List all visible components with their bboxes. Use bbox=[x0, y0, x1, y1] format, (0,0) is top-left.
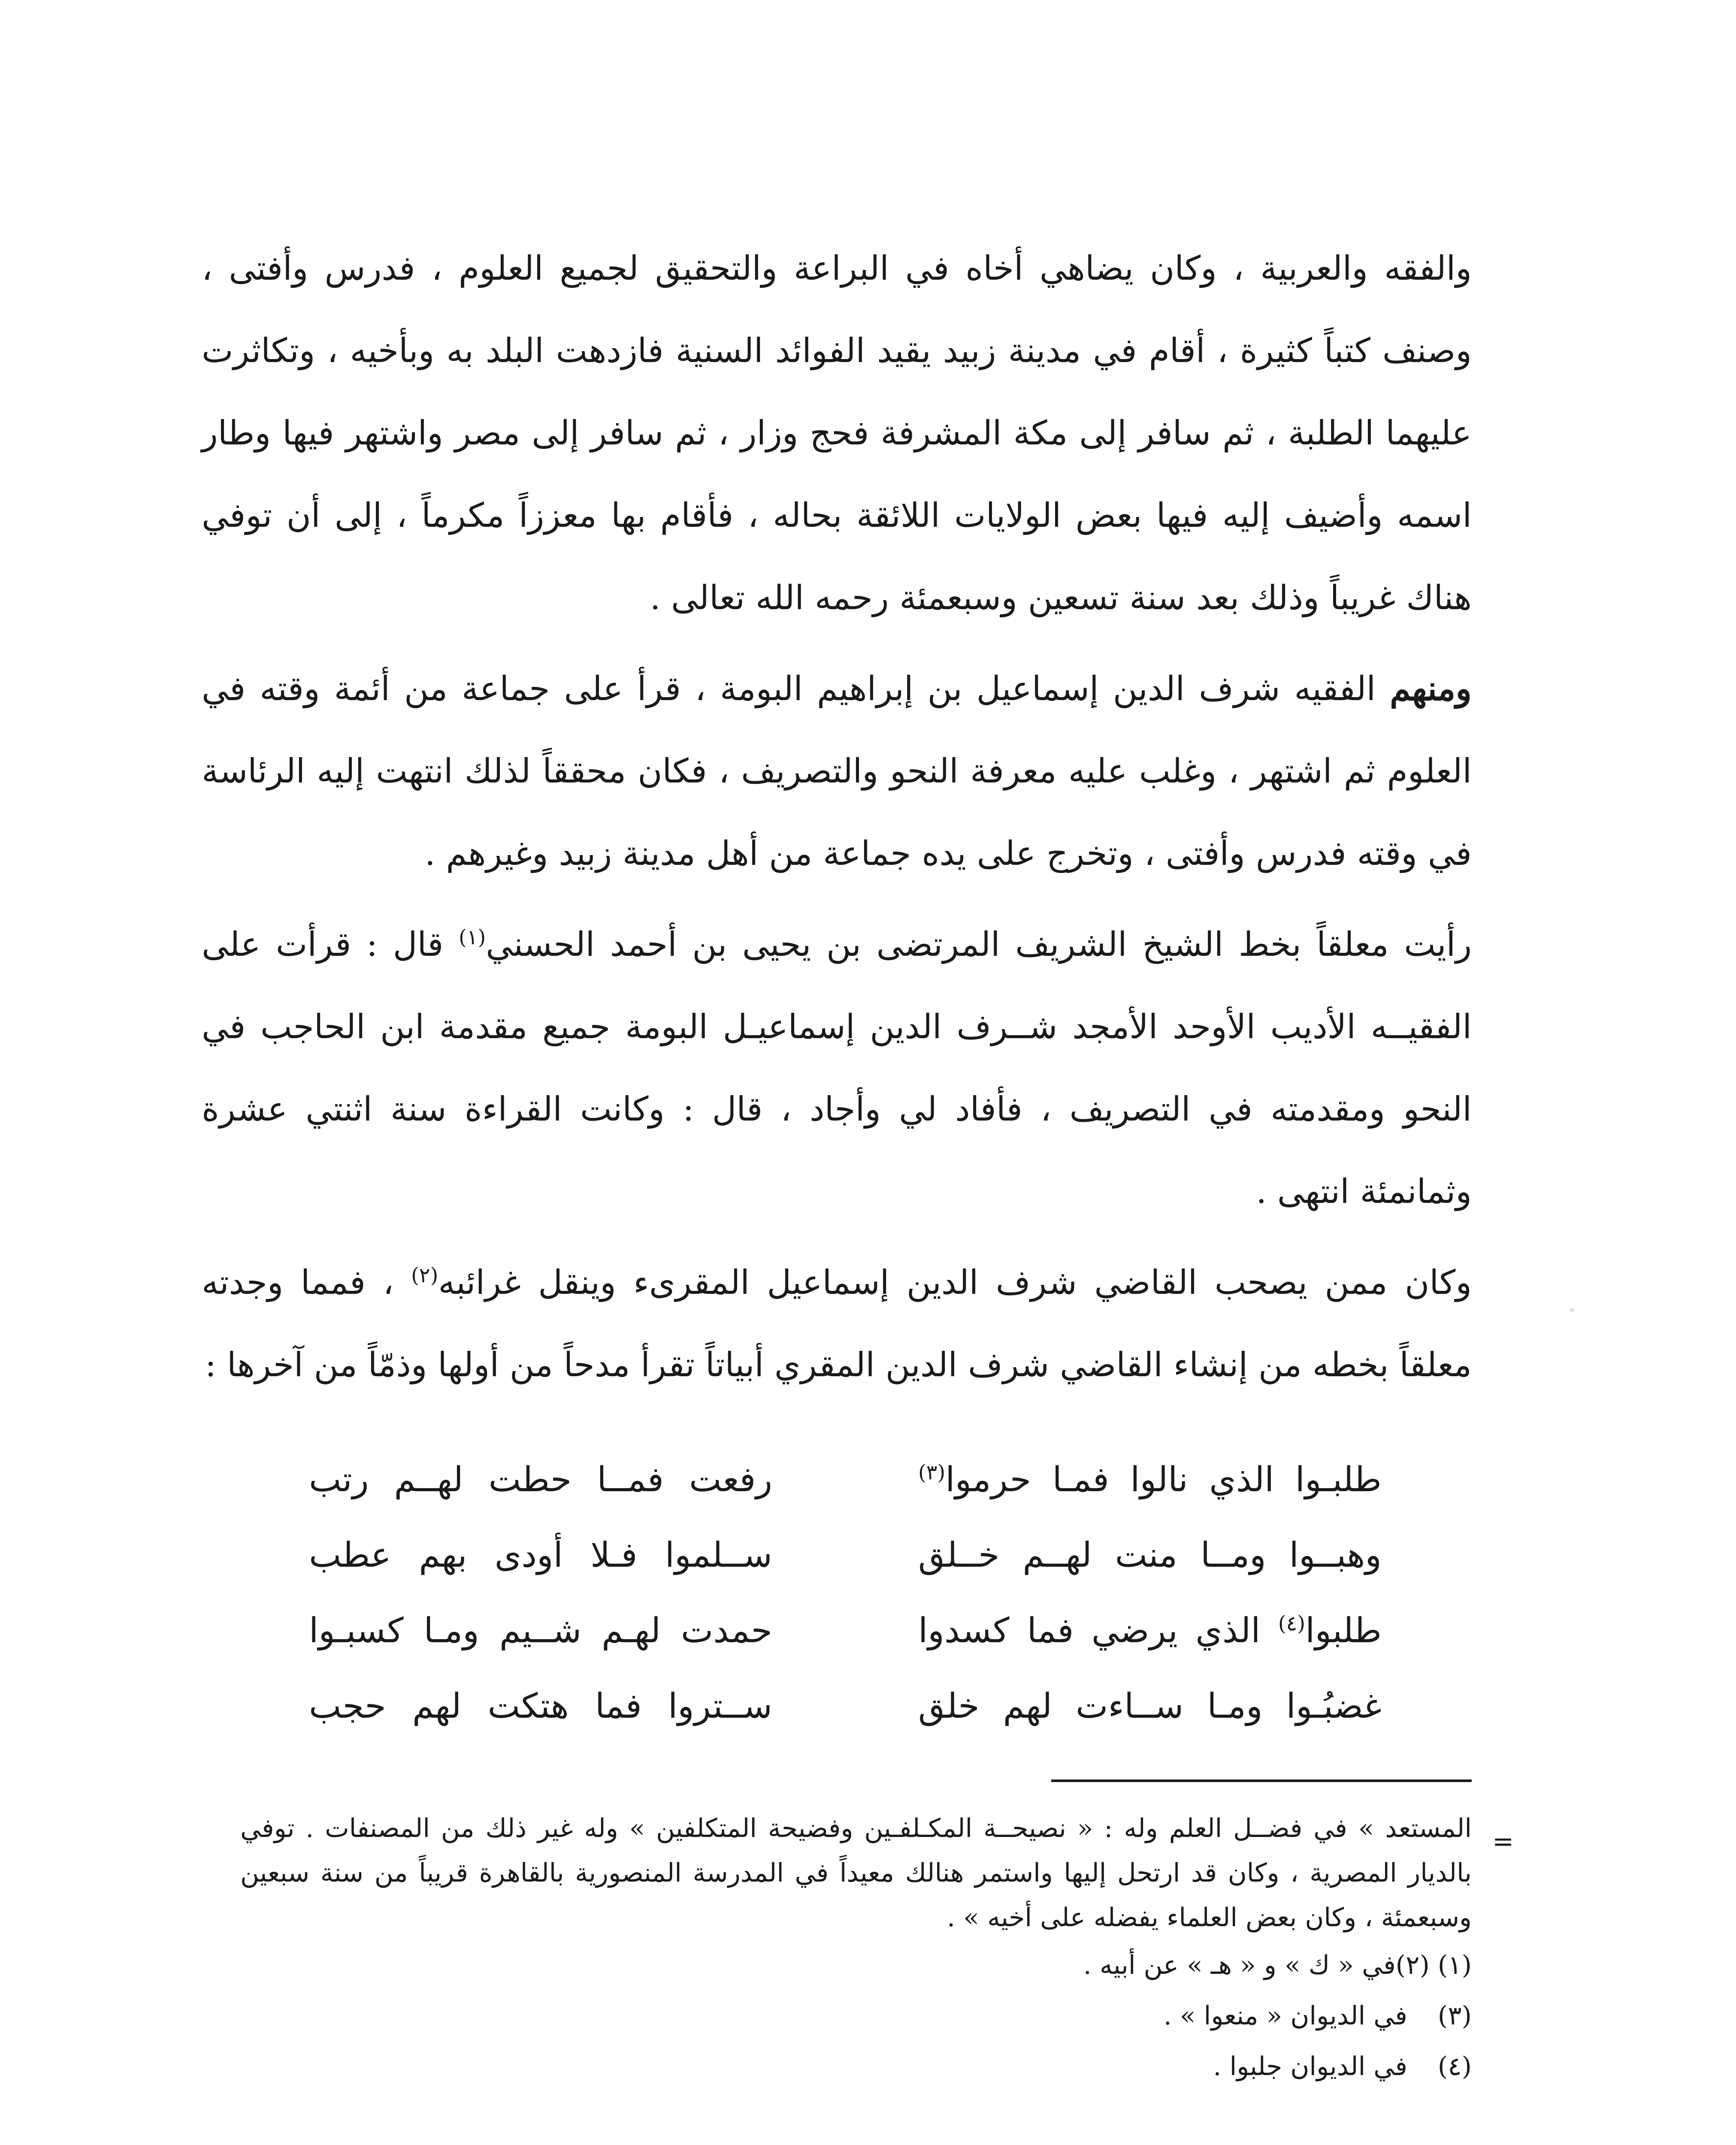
footnote-ref[interactable]: (٣) bbox=[918, 1460, 946, 1484]
footnote-number: (١) (٢) bbox=[1395, 1950, 1472, 1980]
first-hemistich: غضبُـوا ومـا ســاءت لهم خلق bbox=[918, 1686, 1382, 1726]
scan-speck bbox=[1570, 1308, 1574, 1312]
footnote-text: في « ك » و « هـ » عن أبيه . bbox=[1083, 1950, 1396, 1980]
footnote-item bbox=[240, 2041, 1472, 2092]
paragraph-text: والفقه والعربية ، وكان يضاهي أخاه في البراعة والتحقيق لجميع العلوم ، فدرس وأفتى ، وصنف كتباً كثيرة ، أقام في مدينة زبيد يقيد الفوائد السنية فازدهت البلد به وبأخيه ، وتكاثرت عليهما الطلبة ، ثم سافر إلى مكة المشرفة فحج وزار ، ثم سافر إلى مصر واشتهر فيها وطار اسمه وأضيف إليه فيها بعض الولايات اللائقة بحاله ، فأقام بها معززاً مكرماً ، إلى أن توفي هناك غريباً وذلك بعد سنة تسعين وسبعمئة رحمه الله تعالى . bbox=[202, 249, 1472, 617]
second-hemistich: ســتروا فما هتكت لهم حجب bbox=[309, 1686, 772, 1726]
paragraph-text: وكان ممن يصحب القاضي شرف الدين إسماعيل المقرىء وينقل غرائبه bbox=[438, 1263, 1472, 1302]
paragraph-text: الفقيه شرف الدين إسماعيل بن إبراهيم البومة ، قرأ على جماعة من أئمة وقته في العلوم ثم اشتهر ، وغلب عليه معرفة النحو والتصريف ، فكان محققاً لذلك انتهت إليه الرئاسة في وقته فدرس وأفتى ، وتخرج على يده جماعة من أهل مدينة زبيد وغيرهم . bbox=[202, 670, 1472, 873]
main-text bbox=[202, 227, 1472, 1406]
second-hemistich: ســلموا فـلا أودى بهم عطب bbox=[309, 1535, 772, 1575]
first-hemistich: طلبوا$^{(٤)}$ الذي يرضي فما كسدوا bbox=[918, 1610, 1382, 1650]
first-hemistich: طلبـوا الذي نالوا فمـا حرموا$^{(٣)}$ bbox=[918, 1459, 1382, 1499]
second-hemistich: رفعت فمــا حطت لهــم رتب bbox=[309, 1459, 772, 1499]
first-hemistich: وهبــوا ومــا منت لهــم خــلق bbox=[918, 1535, 1382, 1575]
footnote-text: في الديوان « منعوا » . bbox=[1163, 2001, 1407, 2031]
continuation-mark: = bbox=[1492, 1827, 1514, 1857]
poem bbox=[309, 1441, 1382, 1743]
paragraph-text: ، فمما وجدته معلقاً بخطه من إنشاء القاضي شرف الدين المقري أبياتاً تقرأ مدحاً من أولها وذمّاً من آخرها : bbox=[202, 1263, 1472, 1384]
footnotes bbox=[240, 1806, 1472, 2092]
footnote-ref[interactable]: (٤) bbox=[1278, 1611, 1306, 1635]
footnote-text: في الديوان جلبوا . bbox=[1213, 2051, 1407, 2082]
footnote-number: (٣) bbox=[1437, 2001, 1472, 2031]
footnote-ref[interactable]: (١) bbox=[459, 925, 486, 949]
footnote-item bbox=[240, 1940, 1472, 1991]
second-hemistich: حمدت لهـم شــيم ومـا كسبـوا bbox=[309, 1610, 772, 1650]
paragraph-lead: ومنهم bbox=[1390, 669, 1472, 708]
footnote-item bbox=[240, 1991, 1472, 2041]
poem-verse bbox=[309, 1592, 1382, 1668]
paragraph-3 bbox=[202, 903, 1472, 1233]
paragraph-4 bbox=[202, 1242, 1472, 1406]
poem-verse bbox=[309, 1668, 1382, 1743]
paragraph-1 bbox=[202, 227, 1472, 639]
footnote-divider bbox=[1051, 1779, 1472, 1782]
paragraph-2 bbox=[202, 648, 1472, 895]
paragraph-text: رأيت معلقاً بخط الشيخ الشريف المرتضى بن يحيى بن أحمد الحسني bbox=[486, 925, 1472, 964]
footnote-ref[interactable]: (٢) bbox=[411, 1263, 439, 1287]
paragraph-text: قال : قرأت على الفقيــه الأديب الأوحد الأمجد شــرف الدين إسماعيـل البومة جميع مقدمة ابن الحاجب في النحو ومقدمته في التصريف ، فأفاد لي وأجاد ، قال : وكانت القراءة سنة اثنتي عشرة وثمانمئة انتهى . bbox=[202, 925, 1472, 1211]
poem-verse bbox=[309, 1441, 1382, 1517]
footnote-number: (٤) bbox=[1437, 2051, 1472, 2082]
poem-verse bbox=[309, 1517, 1382, 1592]
footnote-continuation: المستعد » في فضــل العلم وله : « نصيحــة المكـلفـين وفضيحة المتكلفين » وله غير ذلك من المصنفات . توفي بالديار المصرية ، وكان قد ارتحل إليها واستمر هنالك معيداً في المدرسة المنصورية بالقاهرة قريباً من سنة سبعين وسبعمئة ، وكان بعض العلماء يفضله على أخيه » . bbox=[240, 1813, 1472, 1933]
